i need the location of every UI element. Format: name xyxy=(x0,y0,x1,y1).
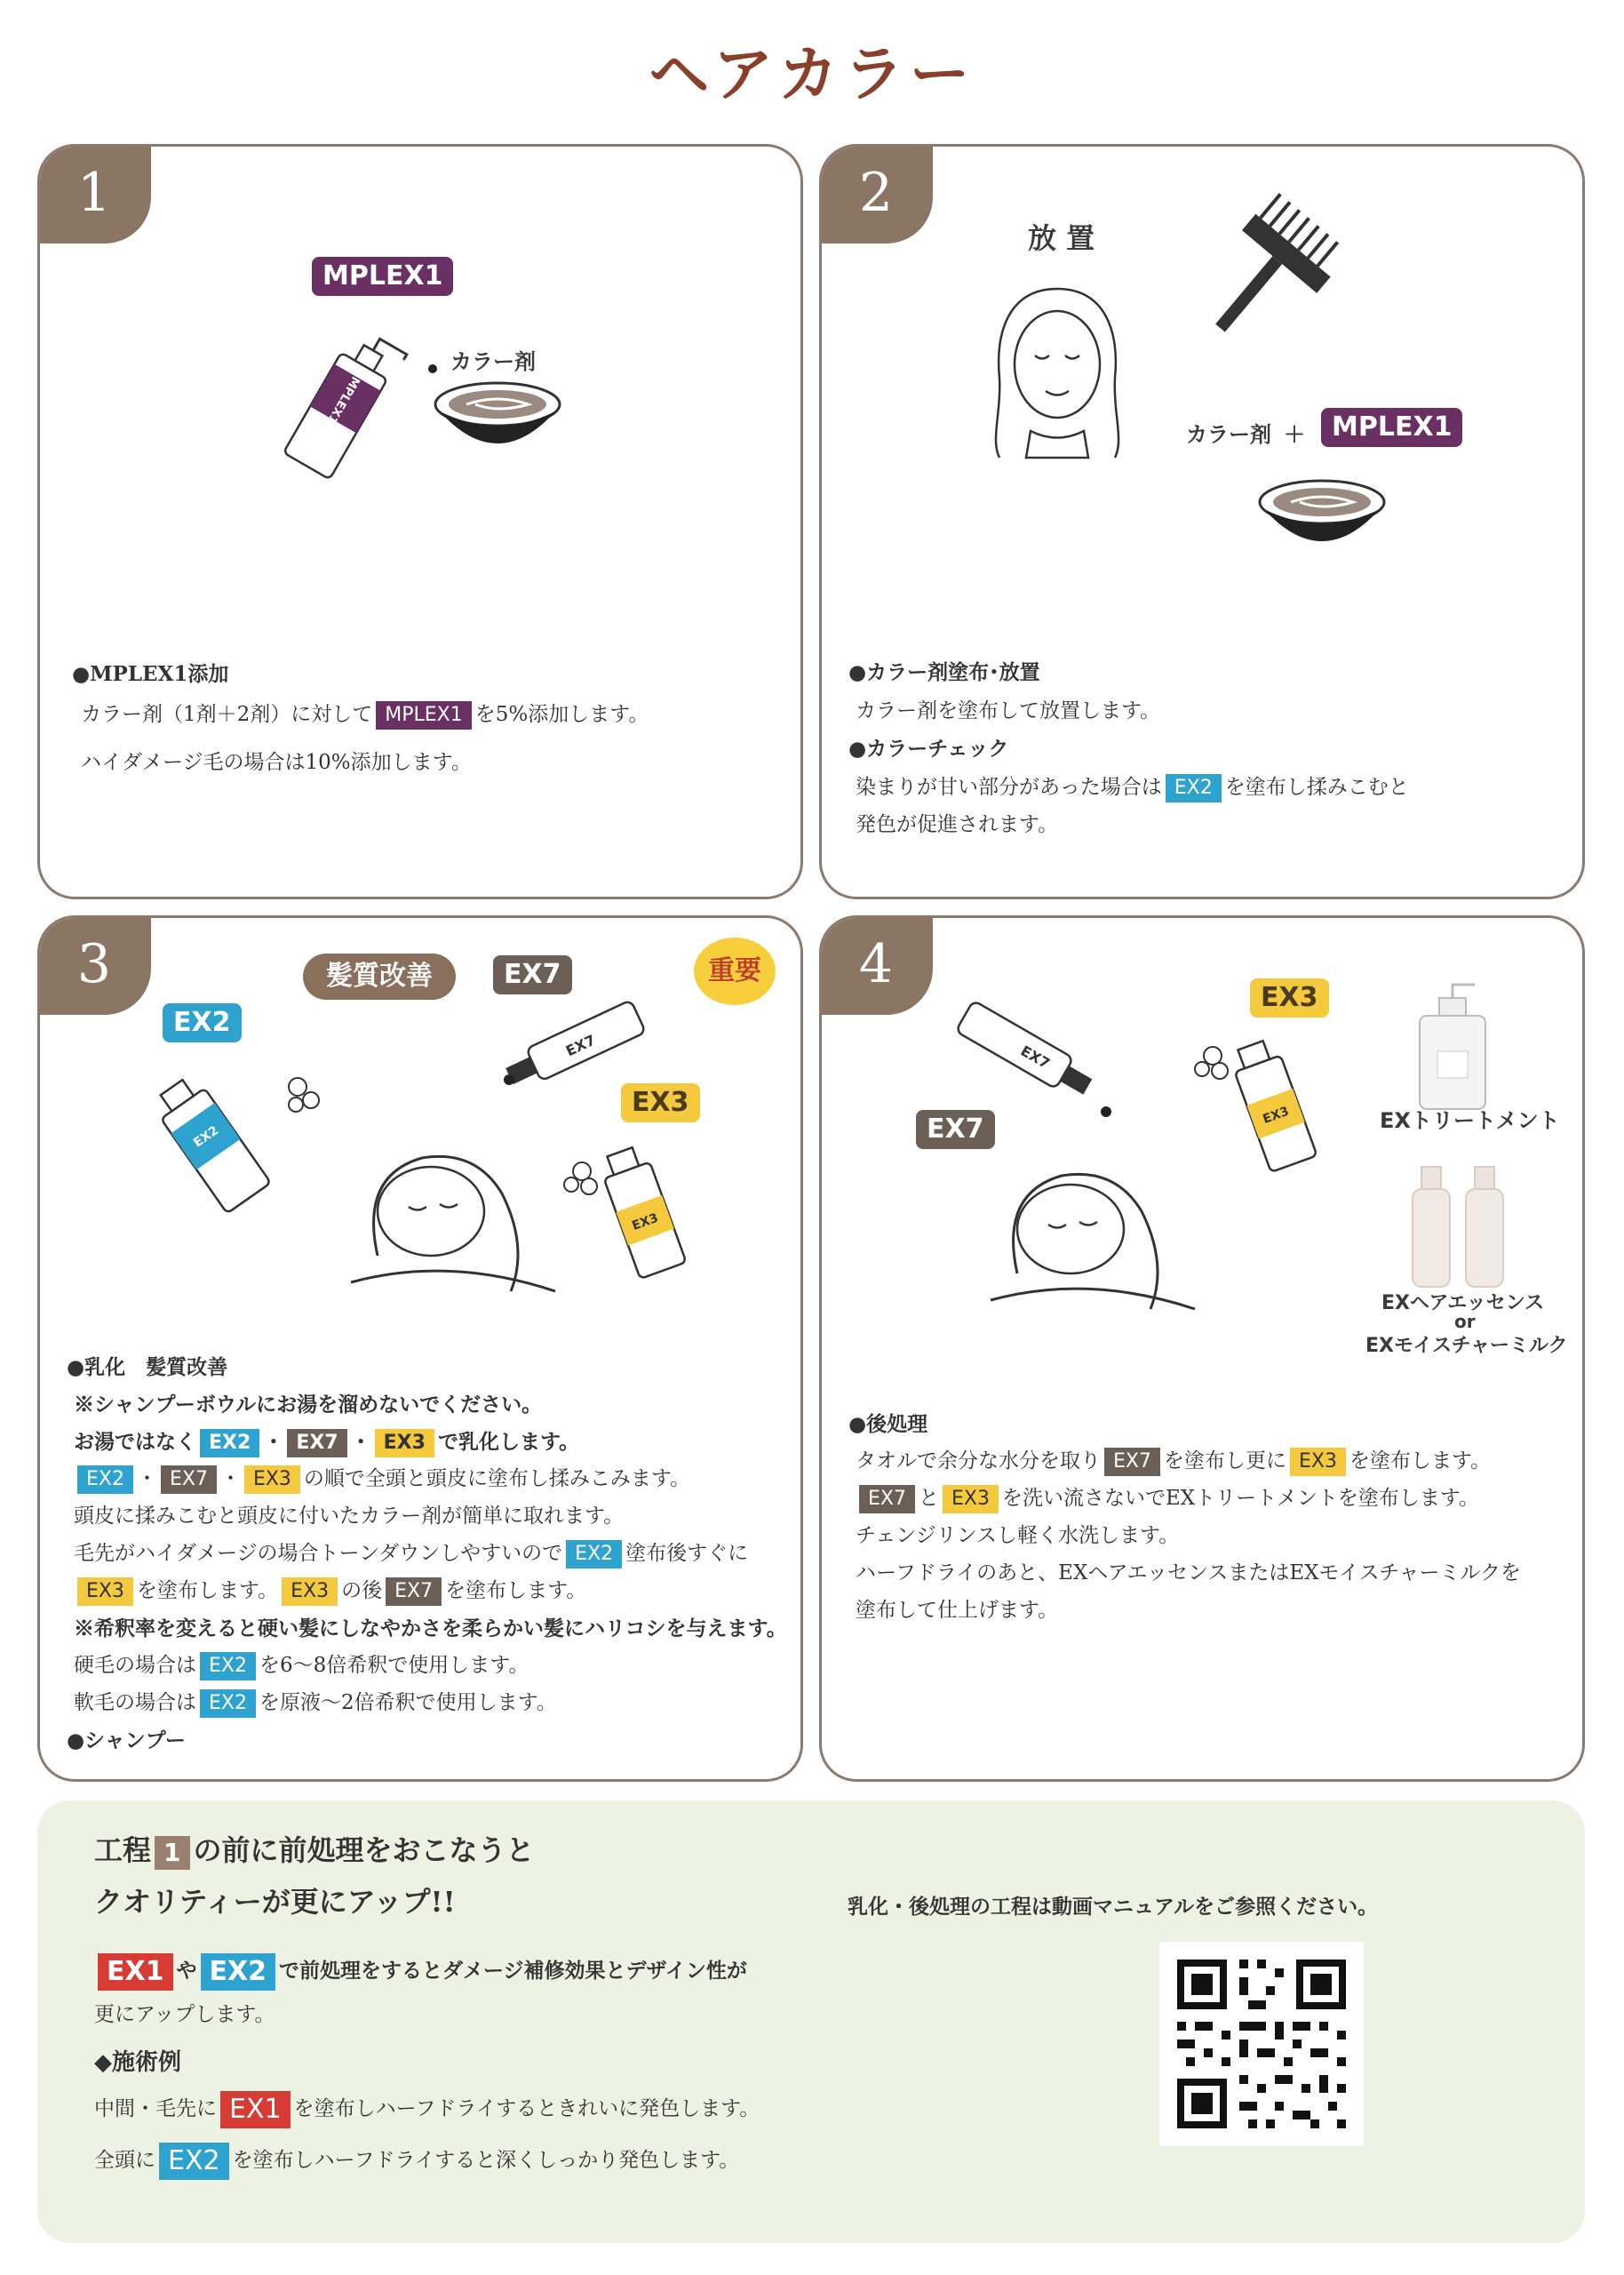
color-agent-label: カラー剤 xyxy=(1186,422,1271,447)
step-number: 1 xyxy=(37,144,151,243)
ex2-foam-bottle-icon xyxy=(147,1051,342,1202)
mplex1-chip: MPLEX1 xyxy=(376,701,471,730)
woman-face-icon xyxy=(982,280,1133,467)
svg-text:EX3: EX3 xyxy=(630,1210,661,1233)
ex7-chip: EX7 xyxy=(287,1429,346,1457)
ex7-chip: EX7 xyxy=(859,1485,915,1513)
step3-line2: お湯ではなく EX2 ・ EX7 ・ EX3 で乳化します。 xyxy=(74,1423,579,1461)
bottom-example2: 全頭に EX2 を塗布しハーフドライすると深くしっかり発色します。 xyxy=(94,2142,739,2180)
comb-brush-icon xyxy=(1222,200,1381,351)
step3-heading: ●乳化 髪質改善 xyxy=(67,1355,228,1379)
shampoo-client-icon xyxy=(342,1122,564,1300)
color-agent-label: カラー剤 xyxy=(450,349,536,374)
ex2-chip: EX2 xyxy=(77,1465,133,1494)
step4-heading: ●後処理 xyxy=(848,1412,928,1436)
bottom-para2: 更にアップします。 xyxy=(94,2003,275,2026)
page-title: ヘアカラー xyxy=(649,39,975,110)
step3-line3: EX2 ・ EX7 ・ EX3 の順で全頭と頭皮に塗布し揉みこみます。 xyxy=(74,1460,690,1498)
color-bowl-icon xyxy=(1255,475,1389,564)
step3-heading2: ●シャンプー xyxy=(67,1728,186,1752)
ex3-chip: EX3 xyxy=(943,1485,999,1513)
step4-line2: EX7 と EX3 を洗い流さないでEXトリートメントを塗布します。 xyxy=(856,1480,1479,1518)
video-manual-note: 乳化・後処理の工程は動画マニュアルをご参照ください。 xyxy=(848,1895,1379,1919)
step4-line3: チェンジリンスし軽く水洗します。 xyxy=(856,1524,1180,1547)
step-ref-chip: 1 xyxy=(155,1836,189,1870)
ex3-chip: EX3 xyxy=(375,1429,434,1457)
treatment-label: EXトリートメント xyxy=(1380,1108,1560,1133)
ex7-tag: EX7 xyxy=(493,955,572,994)
mplex1-tag: MPLEX1 xyxy=(312,257,453,296)
step-1-panel xyxy=(37,144,803,899)
ex3-chip: EX3 xyxy=(1290,1448,1346,1476)
step-number: 4 xyxy=(819,915,933,1015)
essence-milk-bottles-icon xyxy=(1408,1158,1515,1291)
step1-heading: ●MPLEX1添加 xyxy=(72,662,229,686)
ex7-chip: EX7 xyxy=(161,1465,217,1494)
shampoo-client-icon xyxy=(982,1140,1204,1318)
svg-text:EX2: EX2 xyxy=(191,1123,221,1151)
ex7-chip: EX7 xyxy=(386,1577,442,1606)
step3-line6: EX3 を塗布します。 EX3 の後 EX7 を塗布します。 xyxy=(74,1572,586,1610)
step2-heading2: ●カラーチェック xyxy=(848,737,1009,761)
ex2-chip: EX2 xyxy=(200,1429,259,1457)
ex3-tag: EX3 xyxy=(1250,978,1329,1018)
ex3-chip: EX3 xyxy=(244,1465,300,1494)
step4-line5: 塗布して仕上げます。 xyxy=(856,1599,1059,1622)
mplex1-tag: MPLEX1 xyxy=(1321,408,1462,447)
leave-label: 放 置 xyxy=(1028,221,1095,255)
step3-note2: ※希釈率を変えると硬い髪にしなやかさを柔らかい髪にハリコシを与えます。 xyxy=(74,1616,787,1640)
step4-line1: タオルで余分な水分を取り EX7 を塗布し更に EX3 を塗布します。 xyxy=(856,1442,1491,1481)
step3-note1: ※シャンプーボウルにお湯を溜めないでください。 xyxy=(74,1393,543,1417)
step2-line2: 染まりが甘い部分があった場合は EX2 を塗布し揉みこむと xyxy=(856,769,1409,807)
ex7-chip: EX7 xyxy=(1104,1448,1160,1476)
treatment-bottle-icon xyxy=(1413,980,1493,1114)
ex1-chip: EX1 xyxy=(98,1953,173,1991)
step3-line8: 硬毛の場合は EX2 を6～8倍希釈で使用します。 xyxy=(74,1647,529,1685)
bottom-example-heading: ◆施術例 xyxy=(94,2049,181,2076)
step-2-panel xyxy=(819,144,1585,899)
ex3-foam-bottle-icon xyxy=(555,1122,715,1282)
ex2-chip: EX2 xyxy=(200,1689,256,1718)
ex3-foam-bottle-icon xyxy=(1186,1016,1346,1176)
color-bowl-icon xyxy=(431,378,564,467)
ex3-chip: EX3 xyxy=(77,1577,133,1606)
ex1-chip: EX1 xyxy=(220,2091,291,2128)
step3-line5: 毛先がハイダメージの場合トーンダウンしやすいので EX2 塗布後すぐに xyxy=(74,1535,748,1573)
step-3-panel xyxy=(37,915,803,1782)
ex3-tag: EX3 xyxy=(621,1083,700,1122)
bottom-heading1: 工程 1 の前に前処理をおこなうと xyxy=(94,1825,535,1875)
svg-text:EX3: EX3 xyxy=(1261,1104,1292,1127)
bottom-heading2: クオリティーが更にアップ!! xyxy=(94,1885,456,1919)
qr-code-icon[interactable] xyxy=(1159,1942,1364,2146)
quality-badge: 髪質改善 xyxy=(303,954,456,1000)
step-number: 3 xyxy=(37,915,151,1015)
step2-line1: カラー剤を塗布して放置します。 xyxy=(856,699,1161,722)
ex7-tube-icon xyxy=(493,998,671,1096)
bottle-label: MPLEX1 xyxy=(324,373,362,427)
ex2-tag: EX2 xyxy=(163,1003,242,1042)
svg-text:EX7: EX7 xyxy=(1017,1042,1053,1073)
ex2-chip: EX2 xyxy=(200,1652,256,1680)
svg-text:EX7: EX7 xyxy=(562,1031,599,1060)
plus-sign: ＋ xyxy=(1284,422,1305,447)
essence-label: EXヘアエッセンス xyxy=(1381,1292,1545,1314)
step2-heading1: ●カラー剤塗布･放置 xyxy=(848,660,1040,684)
step4-line4: ハーフドライのあと、EXヘアエッセンスまたはEXモイスチャーミルクを xyxy=(856,1561,1521,1585)
milk-label: EXモイスチャーミルク xyxy=(1365,1335,1568,1357)
bottom-example1: 中間・毛先に EX1 を塗布しハーフドライするときれいに発色します。 xyxy=(94,2090,760,2128)
ex2-chip: EX2 xyxy=(159,2143,229,2180)
ex3-chip: EX3 xyxy=(282,1577,338,1606)
ex2-chip: EX2 xyxy=(566,1540,622,1569)
ex7-tube-icon xyxy=(937,998,1115,1122)
important-badge: 重要 xyxy=(694,938,776,1005)
step3-line4: 頭皮に揉みこむと頭皮に付いたカラー剤が簡単に取れます。 xyxy=(74,1505,625,1528)
step1-line1: カラー剤（1剤＋2剤）に対して MPLEX1 を5%添加します。 xyxy=(81,696,649,734)
ex2-chip: EX2 xyxy=(201,1953,276,1991)
bottom-para1: EX1 や EX2 で前処理をするとダメージ補修効果とデザイン性が xyxy=(94,1952,747,1991)
step2-line3: 発色が促進されます。 xyxy=(856,813,1059,836)
step1-line2: ハイダメージ毛の場合は10%添加します。 xyxy=(81,751,472,774)
step3-line9: 軟毛の場合は EX2 を原液～2倍希釈で使用します。 xyxy=(74,1684,557,1722)
ex7-tag: EX7 xyxy=(916,1110,995,1149)
ex2-chip: EX2 xyxy=(1166,774,1222,802)
step-number: 2 xyxy=(819,144,933,243)
or-label: or xyxy=(1454,1311,1476,1332)
step-4-panel xyxy=(819,915,1585,1782)
